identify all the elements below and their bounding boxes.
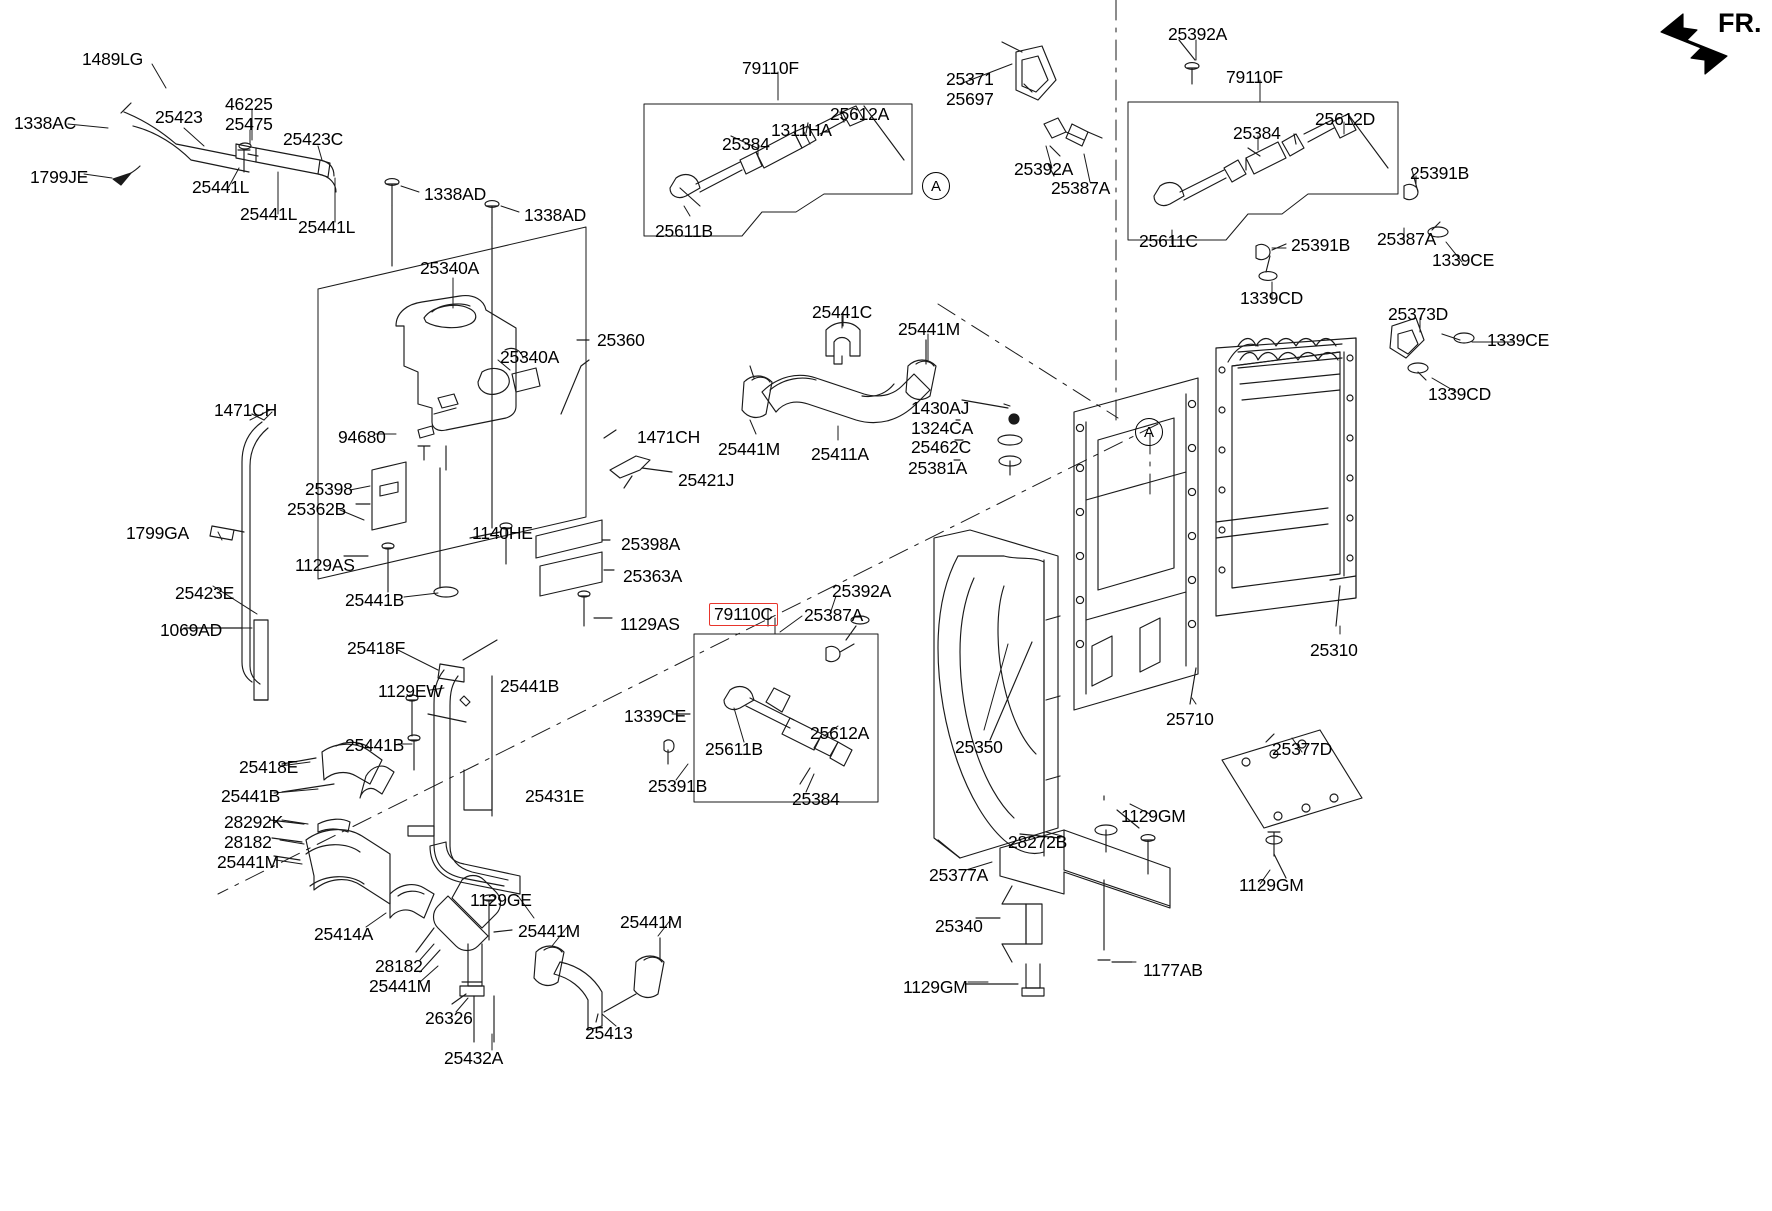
part-label-25710[interactable]: 25710 (1166, 709, 1214, 729)
part-label-25310[interactable]: 25310 (1310, 640, 1358, 660)
part-label-25411A[interactable]: 25411A (811, 444, 869, 464)
part-label-1177AB[interactable]: 1177AB (1143, 960, 1203, 980)
part-label-1339CE-2[interactable]: 1339CE (1432, 250, 1495, 270)
part-label-25611C[interactable]: 25611C (1139, 231, 1198, 251)
part-label-1339CE-3[interactable]: 1339CE (1487, 330, 1550, 350)
part-label-25414A[interactable]: 25414A (314, 924, 374, 944)
part-label-1339CE-1[interactable]: 1339CE (624, 706, 687, 726)
part-label-1129GE[interactable]: 1129GE (470, 890, 532, 910)
part-label-79110F-1[interactable]: 79110F (742, 58, 799, 78)
part-label-1069AD[interactable]: 1069AD (160, 620, 223, 640)
part-label-25392A-3[interactable]: 25392A (832, 581, 892, 601)
part-label-25418F[interactable]: 25418F (347, 638, 406, 658)
part-label-28272B[interactable]: 28272B (1008, 832, 1068, 852)
part-label-25362B[interactable]: 25362B (287, 499, 347, 519)
part-label-25423[interactable]: 25423 (155, 107, 203, 127)
part-label-46225[interactable]: 46225 (225, 94, 273, 114)
part-label-94680[interactable]: 94680 (338, 427, 386, 447)
part-label-25363A[interactable]: 25363A (623, 566, 683, 586)
part-label-25441M-2[interactable]: 25441M (369, 976, 432, 996)
part-label-28182-1[interactable]: 28182 (224, 832, 272, 852)
part-label-25423C[interactable]: 25423C (283, 129, 344, 149)
part-label-1140HE[interactable]: 1140HE (472, 523, 533, 543)
part-label-25398[interactable]: 25398 (305, 479, 353, 499)
part-label-1471CH-2[interactable]: 1471CH (637, 427, 701, 447)
part-label-25612A-2[interactable]: 25612A (810, 723, 870, 743)
part-label-25391B-3[interactable]: 25391B (648, 776, 708, 796)
part-label-25413[interactable]: 25413 (585, 1023, 633, 1043)
part-label-25697[interactable]: 25697 (946, 89, 994, 109)
part-label-25340[interactable]: 25340 (935, 916, 983, 936)
part-label-25391B-1[interactable]: 25391B (1410, 163, 1470, 183)
part-label-1339CD-1[interactable]: 1339CD (1240, 288, 1304, 308)
part-label-1129GM-3[interactable]: 1129GM (903, 977, 968, 997)
part-label-1324CA[interactable]: 1324CA (911, 418, 974, 438)
part-label-28182-2[interactable]: 28182 (375, 956, 423, 976)
part-label-25387A-3[interactable]: 25387A (804, 605, 864, 625)
part-label-1129AS-1[interactable]: 1129AS (295, 555, 355, 575)
part-label-28292K[interactable]: 28292K (224, 812, 284, 832)
part-label-25441B-3[interactable]: 25441B (345, 735, 405, 755)
callout-circle-a-1[interactable]: A (922, 172, 950, 200)
part-label-1129AS-2[interactable]: 1129AS (620, 614, 680, 634)
part-label-25340A-1[interactable]: 25340A (420, 258, 480, 278)
part-label-25377D[interactable]: 25377D (1272, 739, 1333, 759)
part-label-25441L-1[interactable]: 25441L (192, 177, 250, 197)
part-label-1338AD-1[interactable]: 1338AD (424, 184, 487, 204)
part-label-25441M-5[interactable]: 25441M (898, 319, 961, 339)
part-label-25441L-3[interactable]: 25441L (298, 217, 356, 237)
part-label-25612D[interactable]: 25612D (1315, 109, 1376, 129)
part-label-25611B-1[interactable]: 25611B (655, 221, 713, 241)
part-label-25431E[interactable]: 25431E (525, 786, 585, 806)
part-label-25384-4[interactable]: 25384 (792, 789, 840, 809)
part-label-1338AC[interactable]: 1338AC (14, 113, 77, 133)
part-label-25392A-2[interactable]: 25392A (1168, 24, 1228, 44)
part-label-25441M-1[interactable]: 25441M (217, 852, 280, 872)
part-label-26326[interactable]: 26326 (425, 1008, 473, 1028)
part-label-25441B-2[interactable]: 25441B (500, 676, 560, 696)
front-direction-label: FR. (1718, 8, 1762, 38)
part-label-25384-1[interactable]: 25384 (722, 134, 770, 154)
part-label-25441M-6[interactable]: 25441M (718, 439, 781, 459)
part-label-1489LG[interactable]: 1489LG (82, 49, 144, 69)
part-label-25612A-1[interactable]: 25612A (830, 104, 890, 124)
part-label-25441B-1[interactable]: 25441B (345, 590, 405, 610)
part-label-1311HA[interactable]: 1311HA (771, 120, 832, 140)
callout-circle-a-2[interactable]: A (1135, 418, 1163, 446)
part-label-25391B-2[interactable]: 25391B (1291, 235, 1351, 255)
part-label-25441M-4[interactable]: 25441M (620, 912, 683, 932)
part-label-79110C-highlighted[interactable]: 79110C (709, 603, 778, 626)
part-label-79110F-2[interactable]: 79110F (1226, 67, 1283, 87)
part-label-25475[interactable]: 25475 (225, 114, 273, 134)
part-label-25387A-2[interactable]: 25387A (1377, 229, 1437, 249)
part-label-1129EW[interactable]: 1129EW (378, 681, 443, 701)
part-label-25441M-3[interactable]: 25441M (518, 921, 581, 941)
part-label-1471CH-1[interactable]: 1471CH (214, 400, 278, 420)
part-label-25418E[interactable]: 25418E (239, 757, 299, 777)
part-label-25462C[interactable]: 25462C (911, 437, 972, 457)
part-label-25432A[interactable]: 25432A (444, 1048, 504, 1068)
part-label-1799JE[interactable]: 1799JE (30, 167, 89, 187)
part-label-25340A-2[interactable]: 25340A (500, 347, 560, 367)
part-label-1129GM-1[interactable]: 1129GM (1121, 806, 1186, 826)
part-label-1430AJ[interactable]: 1430AJ (911, 398, 970, 418)
part-label-25384-2[interactable]: 25384 (1233, 123, 1281, 143)
part-label-25423E[interactable]: 25423E (175, 583, 235, 603)
part-label-25421J[interactable]: 25421J (678, 470, 735, 490)
part-label-25441L-2[interactable]: 25441L (240, 204, 298, 224)
part-label-25398A[interactable]: 25398A (621, 534, 681, 554)
part-label-25373D[interactable]: 25373D (1388, 304, 1449, 324)
part-label-25350[interactable]: 25350 (955, 737, 1003, 757)
part-label-1339CD-2[interactable]: 1339CD (1428, 384, 1492, 404)
part-label-1799GA[interactable]: 1799GA (126, 523, 190, 543)
part-label-1338AD-2[interactable]: 1338AD (524, 205, 587, 225)
part-label-25387A-1[interactable]: 25387A (1051, 178, 1111, 198)
part-label-25371[interactable]: 25371 (946, 69, 994, 89)
part-label-25441B-4[interactable]: 25441B (221, 786, 281, 806)
part-label-25360[interactable]: 25360 (597, 330, 645, 350)
part-label-25441C[interactable]: 25441C (812, 302, 873, 322)
part-label-25381A[interactable]: 25381A (908, 458, 968, 478)
part-label-1129GM-2[interactable]: 1129GM (1239, 875, 1304, 895)
part-label-25611B-2[interactable]: 25611B (705, 739, 763, 759)
part-label-25377A[interactable]: 25377A (929, 865, 989, 885)
part-label-25392A-1[interactable]: 25392A (1014, 159, 1074, 179)
